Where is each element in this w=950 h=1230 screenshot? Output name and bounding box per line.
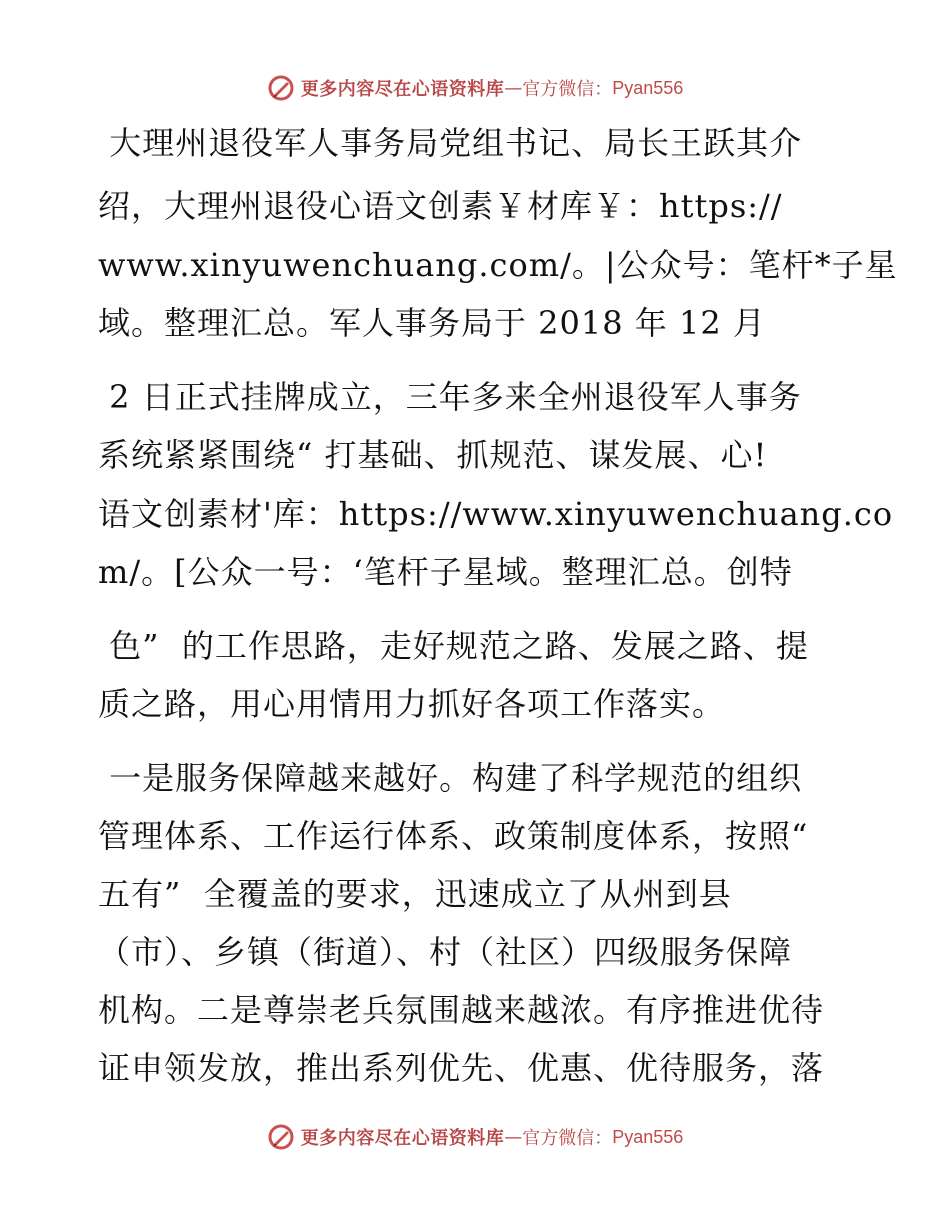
body-line: www.xinyuwenchuang.com/。|公众号：笔杆*子星 bbox=[98, 246, 898, 284]
header-banner bbox=[0, 74, 950, 102]
pen-logo-icon bbox=[267, 74, 295, 102]
body-line: 管理体系、工作运行体系、政策制度体系，按照“ bbox=[98, 817, 809, 855]
banner-wechat-label: 官方微信： bbox=[522, 1128, 613, 1149]
body-line: 五有” 全覆盖的要求，迅速成立了从州到县 bbox=[98, 875, 732, 913]
pen-logo-icon bbox=[267, 1123, 295, 1151]
body-line: 2 日正式挂牌成立，三年多来全州退役军人事务 bbox=[98, 378, 802, 416]
body-line: 质之路，用心用情用力抓好各项工作落实。 bbox=[98, 685, 726, 723]
banner-wechat-label: 官方微信： bbox=[522, 79, 613, 100]
body-line: 绍，大理州退役心语文创素￥材库￥：https:// bbox=[98, 187, 783, 225]
banner-text: 更多内容尽在心语资料库 bbox=[300, 79, 505, 100]
banner-separator: — bbox=[504, 1126, 523, 1148]
body-line: 系统紧紧围绕“ 打基础、抓规范、谋发展、心! bbox=[98, 436, 768, 474]
body-line: 大理州退役军人事务局党组书记、局长王跃其介 bbox=[98, 124, 803, 162]
banner-separator: — bbox=[504, 77, 523, 99]
body-line: 域。整理汇总。军人事务局于 2018 年 12 月 bbox=[98, 304, 766, 342]
banner-wechat-id: Pyan556 bbox=[612, 1126, 684, 1147]
body-line: 机构。二是尊崇老兵氛围越来越浓。有序推进优待 bbox=[98, 991, 825, 1029]
body-line: 语文创素材'库：https://www.xinyuwenchuang.co bbox=[98, 495, 894, 533]
banner-wechat-id: Pyan556 bbox=[612, 77, 684, 98]
footer-banner bbox=[0, 1123, 950, 1151]
banner-text: 更多内容尽在心语资料库 bbox=[300, 1128, 505, 1149]
body-line: m/。[公众一号：‘笔杆子星域。整理汇总。创特 bbox=[98, 553, 793, 591]
body-line: 证申领发放，推出系列优先、优惠、优待服务，落 bbox=[98, 1049, 825, 1087]
body-line: 色” 的工作思路，走好规范之路、发展之路、提 bbox=[98, 627, 809, 665]
body-line: （市）、乡镇（街道）、村（社区）四级服务保障 bbox=[98, 933, 793, 971]
body-line: 一是服务保障越来越好。构建了科学规范的组织 bbox=[98, 759, 803, 797]
